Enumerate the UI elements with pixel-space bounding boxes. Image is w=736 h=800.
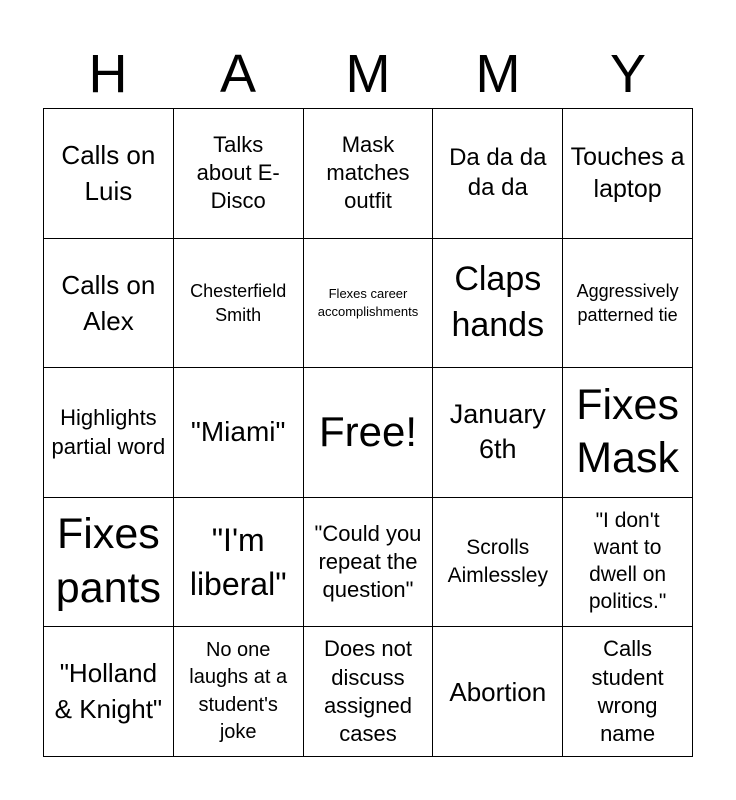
bingo-cell[interactable] — [44, 498, 174, 628]
cell-text: Highlights partial word — [51, 405, 166, 460]
cell-text: Abortion — [449, 676, 547, 707]
bingo-cell[interactable] — [44, 109, 174, 239]
cell-text: Touches a laptop — [570, 143, 685, 204]
bingo-cell[interactable] — [174, 627, 304, 757]
header-letter-a: A — [219, 44, 257, 104]
cell-text: "I'm liberal" — [189, 521, 287, 603]
bingo-cell[interactable] — [174, 368, 304, 498]
cell-text: Chesterfield Smith — [190, 280, 287, 325]
header-letter-m2: M — [475, 44, 521, 104]
cell-text: "I don't want to dwell on politics." — [588, 509, 667, 613]
header-letter-y: Y — [609, 44, 647, 104]
bingo-cell[interactable] — [563, 627, 693, 757]
bingo-cell[interactable] — [174, 109, 304, 239]
bingo-card — [43, 108, 693, 757]
cell-text: Scrolls Aimlessley — [447, 535, 548, 588]
cell-text: Talks about E-Disco — [196, 132, 280, 214]
free-space-text: Free! — [318, 408, 417, 456]
bingo-cell[interactable] — [174, 239, 304, 369]
cell-text: Mask matches outfit — [326, 132, 410, 214]
cell-text: Does not discuss assigned cases — [323, 636, 413, 746]
cell-text: Calls on Luis — [61, 139, 156, 207]
cell-text: Calls student wrong name — [591, 636, 664, 746]
bingo-cell[interactable] — [304, 627, 434, 757]
bingo-cell[interactable] — [304, 239, 434, 369]
bingo-cell[interactable] — [44, 239, 174, 369]
bingo-cell[interactable] — [44, 368, 174, 498]
bingo-cell[interactable] — [563, 368, 693, 498]
bingo-header — [43, 40, 693, 108]
cell-text: Calls on Alex — [61, 269, 156, 336]
header-letter-m1: M — [345, 44, 391, 104]
bingo-cell[interactable] — [433, 368, 563, 498]
cell-text: Claps hands — [451, 260, 545, 344]
cell-text: Da da da da da — [449, 143, 547, 202]
bingo-cell[interactable] — [563, 239, 693, 369]
bingo-cell[interactable] — [174, 498, 304, 628]
header-letter-h: H — [88, 44, 128, 104]
bingo-cell[interactable] — [304, 109, 434, 239]
bingo-cell[interactable] — [433, 498, 563, 628]
bingo-cell[interactable] — [433, 627, 563, 757]
cell-text: Aggressively patterned tie — [576, 280, 679, 325]
cell-text: "Holland & Knight" — [54, 657, 163, 724]
cell-text: No one laughs at a student's joke — [189, 638, 288, 744]
cell-text: "Miami" — [190, 416, 286, 448]
bingo-cell[interactable] — [44, 627, 174, 757]
cell-text: Fixes pants — [55, 510, 161, 613]
bingo-cell[interactable] — [563, 498, 693, 628]
cell-text: Fixes Mask — [576, 380, 679, 483]
bingo-cell[interactable] — [304, 368, 434, 498]
bingo-cell[interactable] — [433, 239, 563, 369]
bingo-cell[interactable] — [433, 109, 563, 239]
bingo-cell[interactable] — [304, 498, 434, 628]
cell-text: Flexes career accomplishments — [317, 286, 419, 319]
cell-text: January 6th — [449, 398, 546, 465]
cell-text: "Could you repeat the question" — [314, 520, 422, 603]
bingo-cell[interactable] — [563, 109, 693, 239]
